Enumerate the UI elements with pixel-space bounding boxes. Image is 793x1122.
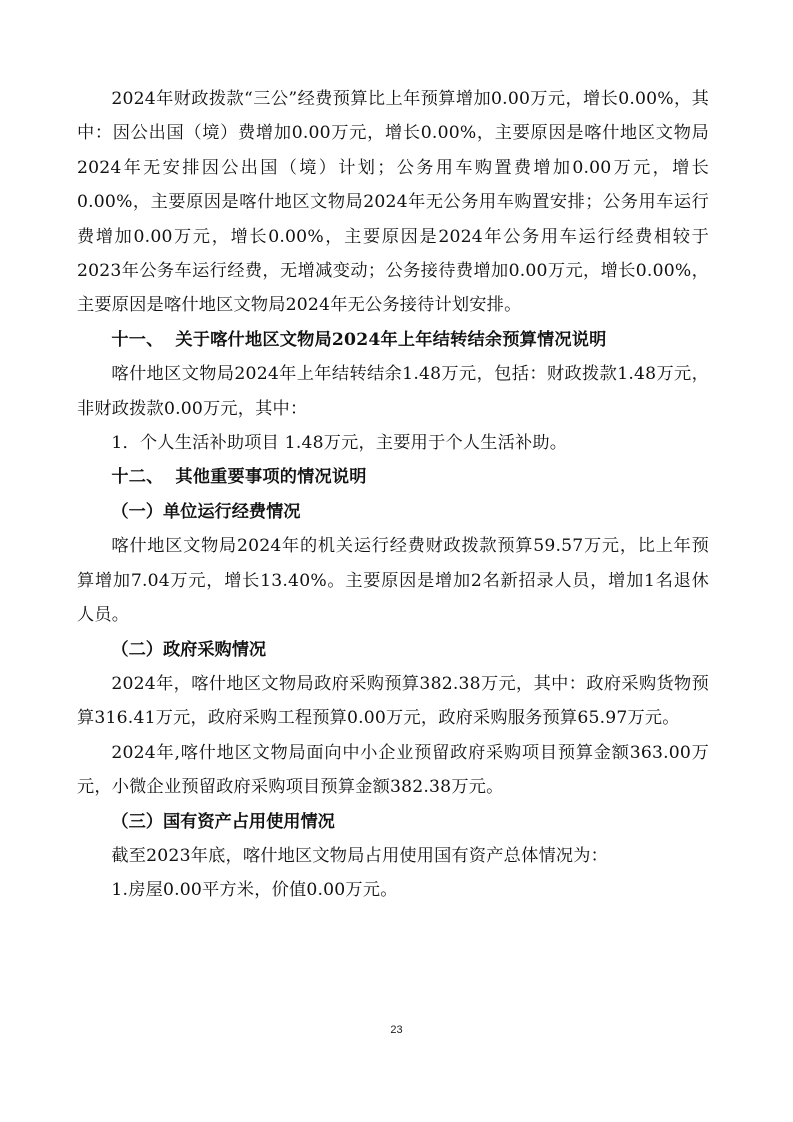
page-number: 23: [390, 1024, 403, 1036]
subheading-operating-funds: （一）单位运行经费情况: [111, 501, 301, 522]
section-title-12: 其他重要事项的情况说明: [175, 467, 367, 488]
paragraph-procurement: 2024年，喀什地区文物局政府采购预算382.38万元，其中：政府采购货物预算316.41万元，政府采购工程预算0.00万元，政府采购服务预算65.97万元。: [77, 673, 709, 729]
paragraph-sme-procurement: 2024年,喀什地区文物局面向中小企业预留政府采购项目预算金额363.00万元，小微企业预留政府采购项目预算金额382.38万元。: [77, 742, 709, 798]
section-number-12: 十二、: [111, 467, 164, 488]
section-title-11: 关于喀什地区文物局2024年上年结转结余预算情况说明: [175, 329, 607, 350]
paragraph-sangong-budget: 2024年财政拨款“三公”经费预算比上年预算增加0.00万元，增长0.00%，其中：因公出国（境）费增加0.00万元，增长0.00%，主要原因是喀什地区文物局2024年无安排因公出国（境）计划；公务用车购置费增加0.00万元，增长0.00%，主要原因是喀什地区文物局2024年无公务用车购置安排；公务用车运行费增加0.00万元，增长0.00%，主要原因是2024年公务用车运行经费相较于2023年公务车运行经费，无增减变动；公务接待费增加0.00万元，增长0.00%，主要原因是喀什地区文物局2024年无公务接待计划安排。: [77, 89, 709, 316]
section-number-11: 十一、: [111, 329, 164, 350]
paragraph-housing: 1.房屋0.00平方米，价值0.00万元。: [111, 880, 398, 901]
paragraph-operating-funds: 喀什地区文物局2024年的机关运行经费财政拨款预算59.57万元，比上年预算增加7.04万元，增长13.40%。主要原因是增加2名新招录人员，增加1名退休人员。: [77, 536, 709, 626]
section-heading-11: [77, 323, 709, 357]
paragraph-assets-overview: 截至2023年底，喀什地区文物局占用使用国有资产总体情况为：: [111, 845, 609, 866]
subheading-state-assets: （三）国有资产占用使用情况: [111, 811, 335, 832]
document-body: [77, 82, 709, 908]
paragraph-living-subsidy: 1．个人生活补助项目 1.48万元，主要用于个人生活补助。: [111, 433, 568, 454]
section-heading-12: [77, 460, 709, 494]
paragraph-carryover: 喀什地区文物局2024年上年结转结余1.48万元，包括：财政拨款1.48万元，非财政拨款0.00万元，其中：: [77, 364, 709, 419]
subheading-procurement: （二）政府采购情况: [111, 639, 267, 660]
